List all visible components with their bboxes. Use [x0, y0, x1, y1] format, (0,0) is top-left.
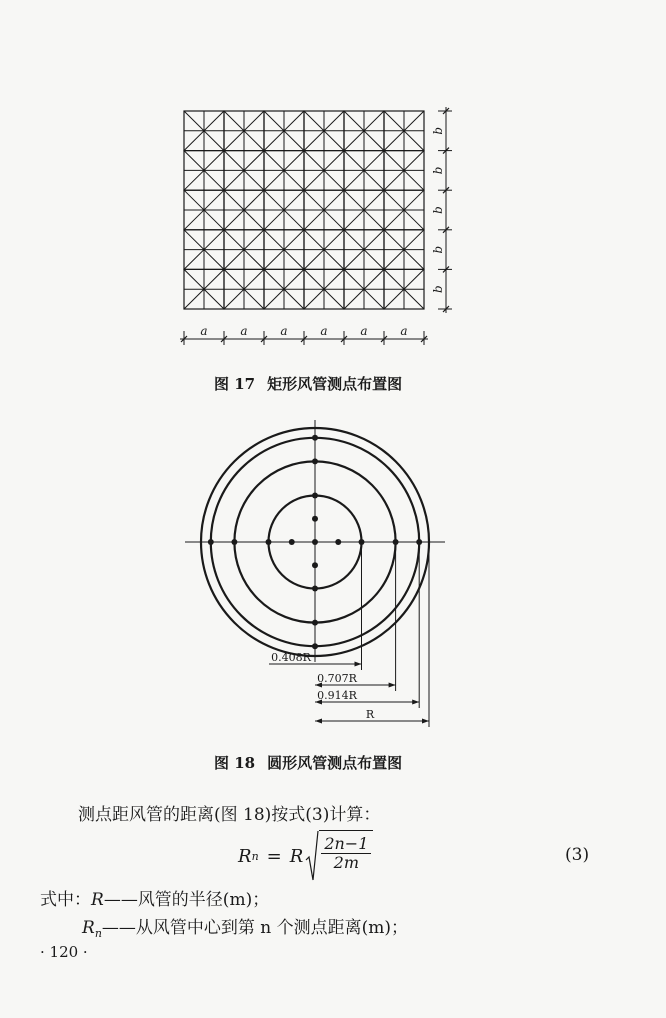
dimension-label-4: R [365, 708, 375, 721]
dimension-label-1: 0.408R [271, 651, 311, 664]
formula-r: R [289, 845, 304, 867]
intro-paragraph: 测点距风管的距离(图 18)按式(3)计算： [78, 805, 381, 825]
dimension-arrow [389, 683, 396, 688]
measuring-point [312, 516, 318, 522]
dimension-label-b: b [431, 166, 445, 175]
formula-sqrt [305, 830, 373, 882]
measuring-point [312, 435, 318, 441]
dimension-label-b: b [431, 206, 445, 214]
where-r-description: ——风管的半径(m)； [103, 890, 270, 910]
dimension-label-a: a [280, 324, 288, 338]
dimension-label-3: 0.914R [317, 689, 357, 702]
dimension-label-b: b [431, 245, 445, 254]
measuring-point [312, 458, 318, 464]
dimension-label-2: 0.707R [317, 672, 357, 685]
figure-18-title: 圆形风管测点布置图 [267, 754, 403, 772]
dimension-label-a: a [320, 324, 328, 338]
measuring-point [312, 643, 318, 649]
formula-numerator: 2n−1 [321, 835, 371, 854]
radical-sign-icon [305, 830, 319, 882]
figure-18-number: 图 18 [214, 754, 256, 772]
dimension-label-b: b [431, 126, 445, 135]
dimension-arrow [412, 700, 419, 705]
dimension-label-a: a [360, 324, 368, 338]
formula-lhs: R [238, 845, 252, 867]
measuring-point [265, 539, 271, 545]
dimension-arrow [422, 719, 429, 724]
where-rn-description: ——从风管中心到第 n 个测点距离(m)； [101, 918, 409, 938]
measuring-point [312, 539, 318, 545]
measuring-point [208, 539, 214, 545]
figure-17-caption [214, 373, 402, 394]
equation-number: (3) [565, 845, 590, 865]
where-line-r [40, 885, 269, 910]
dimension-label-a: a [240, 324, 248, 338]
where-rn-symbol: R [82, 918, 95, 938]
measuring-point [335, 539, 341, 545]
figure-17-title: 矩形风管测点布置图 [267, 375, 403, 393]
dimension-label-a: a [200, 324, 208, 338]
figure-17-rect-duct-diagram [0, 0, 666, 380]
dimension-label-a: a [400, 324, 408, 338]
formula-lhs-subscript: n [251, 849, 259, 863]
measuring-point [289, 539, 295, 545]
dimension-arrow [315, 719, 322, 724]
figure-18-caption [214, 752, 402, 773]
measuring-point [231, 539, 237, 545]
figure-17-number: 图 17 [214, 375, 256, 393]
formula-denominator: 2m [333, 853, 360, 873]
dimension-arrow [355, 662, 362, 667]
where-rn-subscript: n [94, 927, 102, 940]
page-number: · 120 · [40, 943, 88, 961]
measuring-point [312, 492, 318, 498]
figure-18-circular-duct-diagram [0, 400, 666, 740]
measuring-point [312, 620, 318, 626]
where-prefix: 式中： [40, 890, 91, 910]
formula-3 [238, 828, 373, 884]
dimension-label-b: b [431, 285, 445, 294]
measuring-point [312, 586, 318, 592]
where-r-symbol: R [91, 890, 104, 910]
formula-equals: = [266, 845, 282, 867]
where-line-rn [82, 913, 408, 940]
measuring-point [312, 562, 318, 568]
formula-fraction [321, 835, 371, 873]
